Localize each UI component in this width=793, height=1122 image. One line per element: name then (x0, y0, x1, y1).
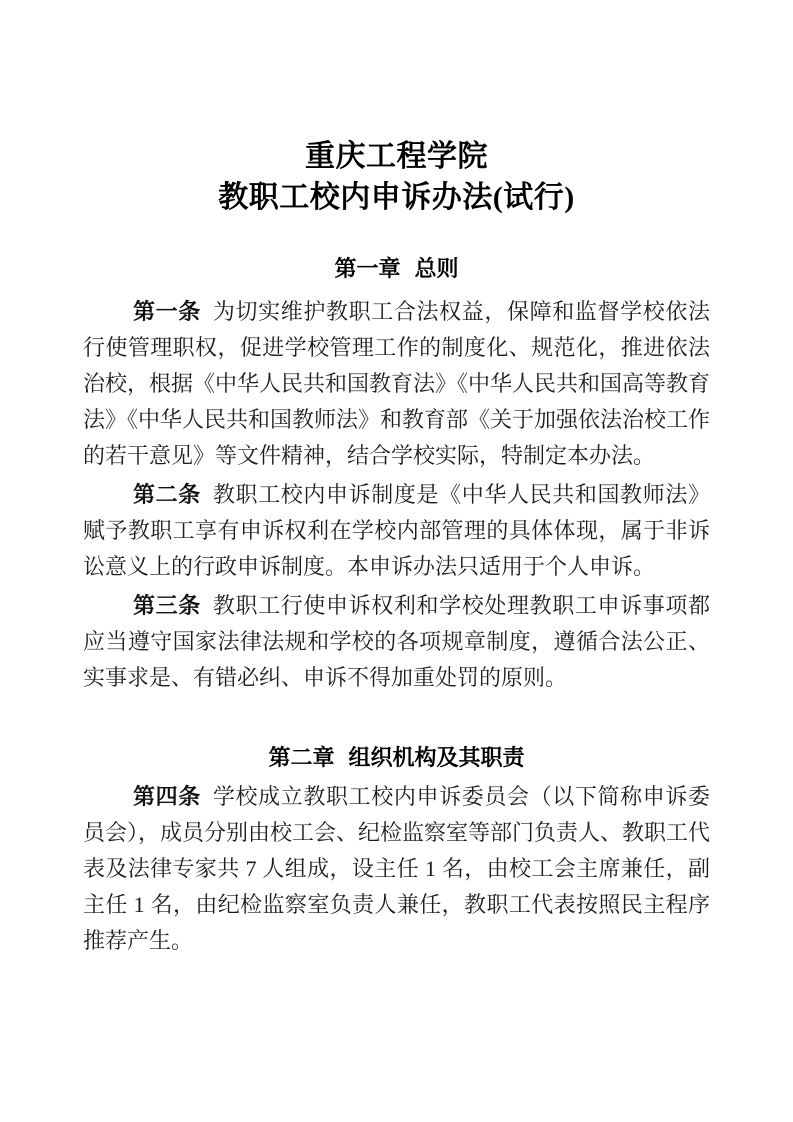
title-line-2: 教职工校内申诉办法(试行) (218, 181, 575, 214)
article-4-text: 学校成立教职工校内申诉委员会（以下简称申诉委员会），成员分别由校工会、纪检监察室等部门负责人、教职工代表及法律专家共 7 人组成，设主任 1 名，由校工会主席兼任，副主任 1 名，由纪检监察室负责人兼任，教职工代表按照民主程序推荐产生。 (83, 784, 711, 953)
document-content (83, 0, 710, 959)
article-2-paragraph (83, 477, 710, 585)
title-line-1: 重庆工程学院 (305, 140, 488, 173)
article-3-paragraph (83, 588, 710, 696)
article-1-text: 为切实维护教职工合法权益，保障和监督学校依法行使管理职权，促进学校管理工作的制度化、规范化，推进依法治校，根据《中华人民共和国教育法》《中华人民共和国高等教育法》《中华人民共和国教师法》和教育部《关于加强依法治校工作的若干意见》等文件精神，结合学校实际，特制定本办法。 (83, 299, 711, 468)
document-title (83, 136, 710, 218)
article-3-label: 第三条 (133, 593, 201, 618)
chapter-1-heading: 第一章 总则 (334, 256, 459, 281)
article-2-text: 教职工校内申诉制度是《中华人民共和国教师法》赋予教职工享有申诉权利在学校内部管理的具体体现，属于非诉讼意义上的行政申诉制度。本申诉办法只适用于个人申诉。 (83, 482, 710, 579)
article-3-text: 教职工行使申诉权利和学校处理教职工申诉事项都应当遵守国家法律法规和学校的各项规章制度，遵循合法公正、实事求是、有错必纠、申诉不得加重处罚的原则。 (83, 593, 710, 690)
article-1-label: 第一条 (133, 299, 201, 324)
article-1-paragraph (83, 294, 710, 474)
chapter-2-heading: 第二章 组织机构及其职责 (268, 745, 525, 770)
article-2-label: 第二条 (133, 482, 201, 507)
article-4-label: 第四条 (133, 784, 201, 809)
article-4-paragraph (83, 779, 710, 959)
